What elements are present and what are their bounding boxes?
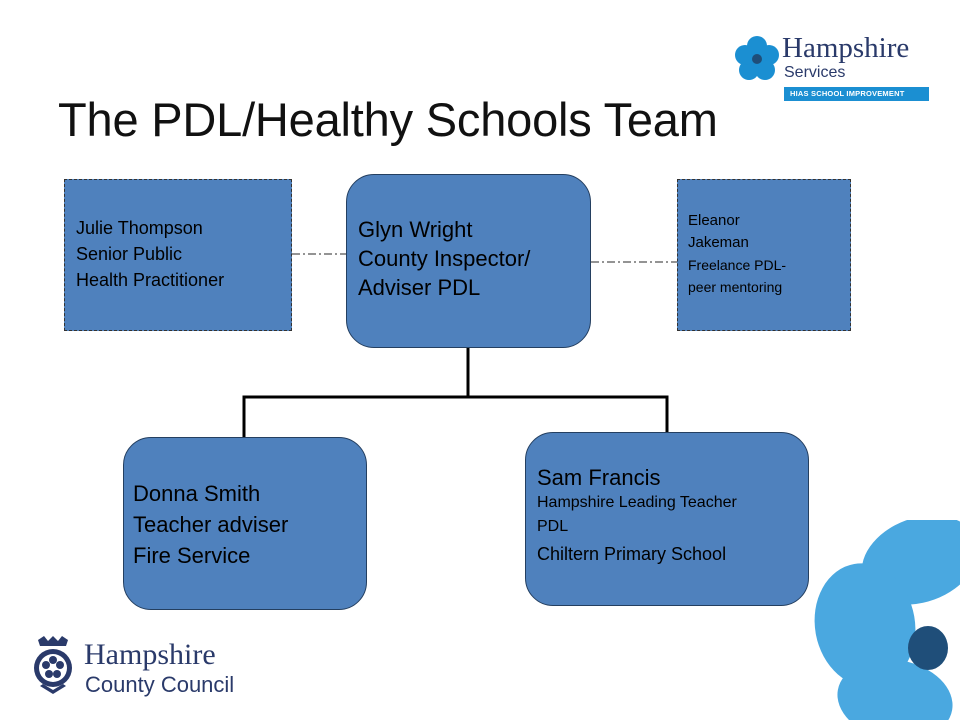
hampshire-services-title: Hampshire — [782, 32, 910, 64]
county-crest-icon — [30, 636, 76, 694]
donna-name: Donna Smith — [133, 481, 261, 506]
sam-school: Chiltern Primary School — [537, 544, 727, 564]
org-box-donna-smith — [123, 437, 367, 610]
glyn-name: Glyn Wright — [358, 217, 473, 242]
forget-me-not-flower-icon — [800, 520, 960, 720]
donna-role-line-2: Fire Service — [133, 543, 251, 568]
org-box-sam-francis — [525, 432, 809, 606]
eleanor-first-name: Eleanor — [688, 212, 740, 229]
donna-role-line-1: Teacher adviser — [133, 512, 289, 537]
eleanor-role-line-2: peer mentoring — [688, 279, 783, 295]
org-box-glyn-wright — [346, 174, 591, 348]
hampshire-county-council-title: Hampshire — [84, 638, 216, 671]
connector-glyn-reports — [244, 397, 667, 437]
eleanor-last-name: Jakeman — [688, 234, 749, 251]
hampshire-county-council-subtitle: County Council — [85, 672, 235, 697]
sam-role-line-2: PDL — [537, 518, 569, 535]
sam-role-line-1: Hampshire Leading Teacher — [537, 494, 737, 511]
glyn-role-line-2: Adviser PDL — [358, 275, 481, 300]
eleanor-role-line-1: Freelance PDL- — [688, 257, 787, 273]
julie-role-line-2: Health Practitioner — [76, 270, 225, 290]
hias-bar-label: HIAS SCHOOL IMPROVEMENT — [790, 89, 905, 98]
glyn-role-line-1: County Inspector/ — [358, 246, 531, 271]
page-title: The PDL/Healthy Schools Team — [58, 93, 718, 146]
org-box-eleanor-jakeman — [677, 179, 851, 331]
sam-name: Sam Francis — [537, 465, 661, 490]
hampshire-county-council-logo — [30, 636, 250, 706]
julie-name: Julie Thompson — [76, 218, 203, 238]
julie-role-line-1: Senior Public — [76, 244, 183, 264]
hampshire-services-subtitle: Services — [784, 64, 846, 81]
org-box-julie-thompson — [64, 179, 292, 331]
